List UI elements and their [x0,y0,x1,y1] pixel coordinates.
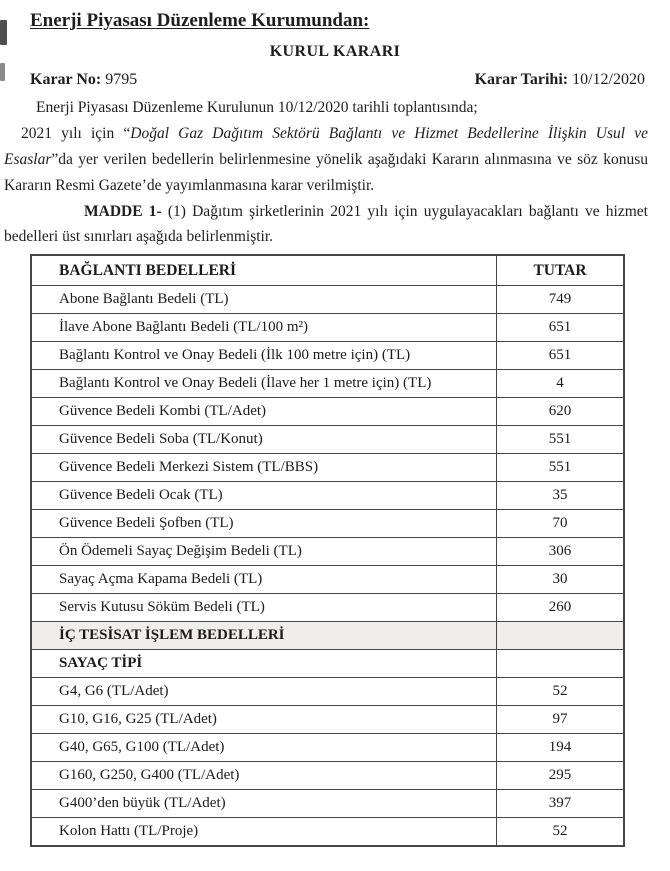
table-row [31,566,624,594]
fee-label-cell: G10, G16, G25 (TL/Adet) [31,706,497,734]
fee-label-cell: G160, G250, G400 (TL/Adet) [31,762,497,790]
fee-value-cell: 620 [497,398,625,426]
table-row [31,454,624,482]
table-row [31,818,624,847]
table-row [31,398,624,426]
fee-value-cell: 306 [497,538,625,566]
fee-label-cell: G4, G6 (TL/Adet) [31,678,497,706]
fee-value-cell: 260 [497,594,625,622]
scan-artifact [0,20,7,45]
fee-label-cell: Güvence Bedeli Soba (TL/Konut) [31,426,497,454]
decision-date-label: Karar Tarihi: [474,71,569,88]
decision-title: KURUL KARARI [269,43,401,60]
table-row [31,538,624,566]
fee-label-cell: Bağlantı Kontrol ve Onay Bedeli (İlave her 1 metre için) (TL) [31,370,497,398]
fee-label-cell: Bağlantı Kontrol ve Onay Bedeli (İlk 100 metre için) (TL) [31,342,497,370]
fee-value-cell: 30 [497,566,625,594]
fee-value-cell: 295 [497,762,625,790]
fee-label-cell: Ön Ödemeli Sayaç Değişim Bedeli (TL) [31,538,497,566]
fee-label-cell: Güvence Bedeli Ocak (TL) [31,482,497,510]
fee-label-cell: Abone Bağlantı Bedeli (TL) [31,286,497,314]
decision-cited-regulation: Doğal Gaz Dağıtım Sektörü Bağlantı ve Hizmet Bedellerine İlişkin Usul ve Esaslar [4,125,648,168]
fee-label-cell: G40, G65, G100 (TL/Adet) [31,734,497,762]
table-section-row [31,622,624,650]
table-row [31,370,624,398]
fee-value-cell: 551 [497,454,625,482]
table-row [31,678,624,706]
table-row [31,510,624,538]
fee-value-cell: 551 [497,426,625,454]
decision-text-pre: 2021 yılı için “ [21,125,131,142]
fee-value-cell: 397 [497,790,625,818]
decision-no-value: 9795 [105,71,138,88]
table-row [31,762,624,790]
table-header-row [31,255,624,286]
table-row [31,426,624,454]
decision-date [475,70,645,90]
fee-label-cell: Kolon Hattı (TL/Proje) [31,818,497,847]
decision-text-post: ”da yer verilen bedellerin belirlenmesine yönelik aşağıdaki Kararın alınmasına ve söz konusu Kararın Resmi Gazete’de yayımlanmasına karar verilmiştir. [4,151,648,194]
table-section-row [31,650,624,678]
fee-value-cell: 651 [497,314,625,342]
fees-table [30,254,625,847]
madde-text: (1) Dağıtım şirketlerinin 2021 yılı için uygulayacakları bağlantı ve hizmet bedelleri üst sınırları aşağıda belirlenmiştir. [4,203,648,245]
fee-label-cell: Güvence Bedeli Şofben (TL) [31,510,497,538]
table-row [31,706,624,734]
fee-value-cell [497,650,625,678]
fee-value-cell [497,622,625,650]
section-label-cell: İÇ TESİSAT İŞLEM BEDELLERİ [31,622,497,650]
fee-value-cell: 70 [497,510,625,538]
fees-column-header: BAĞLANTI BEDELLERİ [31,255,497,286]
table-row [31,594,624,622]
table-row [31,314,624,342]
issuer-line [30,8,645,34]
fee-value-cell: 651 [497,342,625,370]
paragraph-decision [4,121,648,199]
decision-no [30,70,137,90]
fee-value-cell: 4 [497,370,625,398]
scanned-document-page [0,8,670,871]
table-row [31,286,624,314]
decision-date-value: 10/12/2020 [572,71,645,88]
madde-label: MADDE 1- [84,203,162,220]
fee-label-cell: Servis Kutusu Söküm Bedeli (TL) [31,594,497,622]
fee-label-cell: Sayaç Açma Kapama Bedeli (TL) [31,566,497,594]
fee-value-cell: 52 [497,678,625,706]
paragraph-intro: Enerji Piyasası Düzenleme Kurulunun 10/12/2020 tarihli toplantısında; [36,99,478,116]
fee-value-cell: 52 [497,818,625,847]
fee-label-cell: Güvence Bedeli Kombi (TL/Adet) [31,398,497,426]
fee-value-cell: 97 [497,706,625,734]
section-label-cell: SAYAÇ TİPİ [31,650,497,678]
scan-artifact [0,63,5,81]
table-row [31,482,624,510]
fee-value-cell: 749 [497,286,625,314]
fee-label-cell: Güvence Bedeli Merkezi Sistem (TL/BBS) [31,454,497,482]
table-row [31,734,624,762]
issuer-title: Enerji Piyasası Düzenleme Kurumundan: [30,10,370,31]
paragraph-madde [4,199,648,249]
decision-meta-row [30,70,645,90]
amount-column-header: TUTAR [497,255,625,286]
fee-value-cell: 35 [497,482,625,510]
table-row [31,342,624,370]
fee-label-cell: G400’den büyük (TL/Adet) [31,790,497,818]
table-row [31,790,624,818]
fee-label-cell: İlave Abone Bağlantı Bedeli (TL/100 m²) [31,314,497,342]
fee-value-cell: 194 [497,734,625,762]
decision-no-label: Karar No: [30,71,102,88]
